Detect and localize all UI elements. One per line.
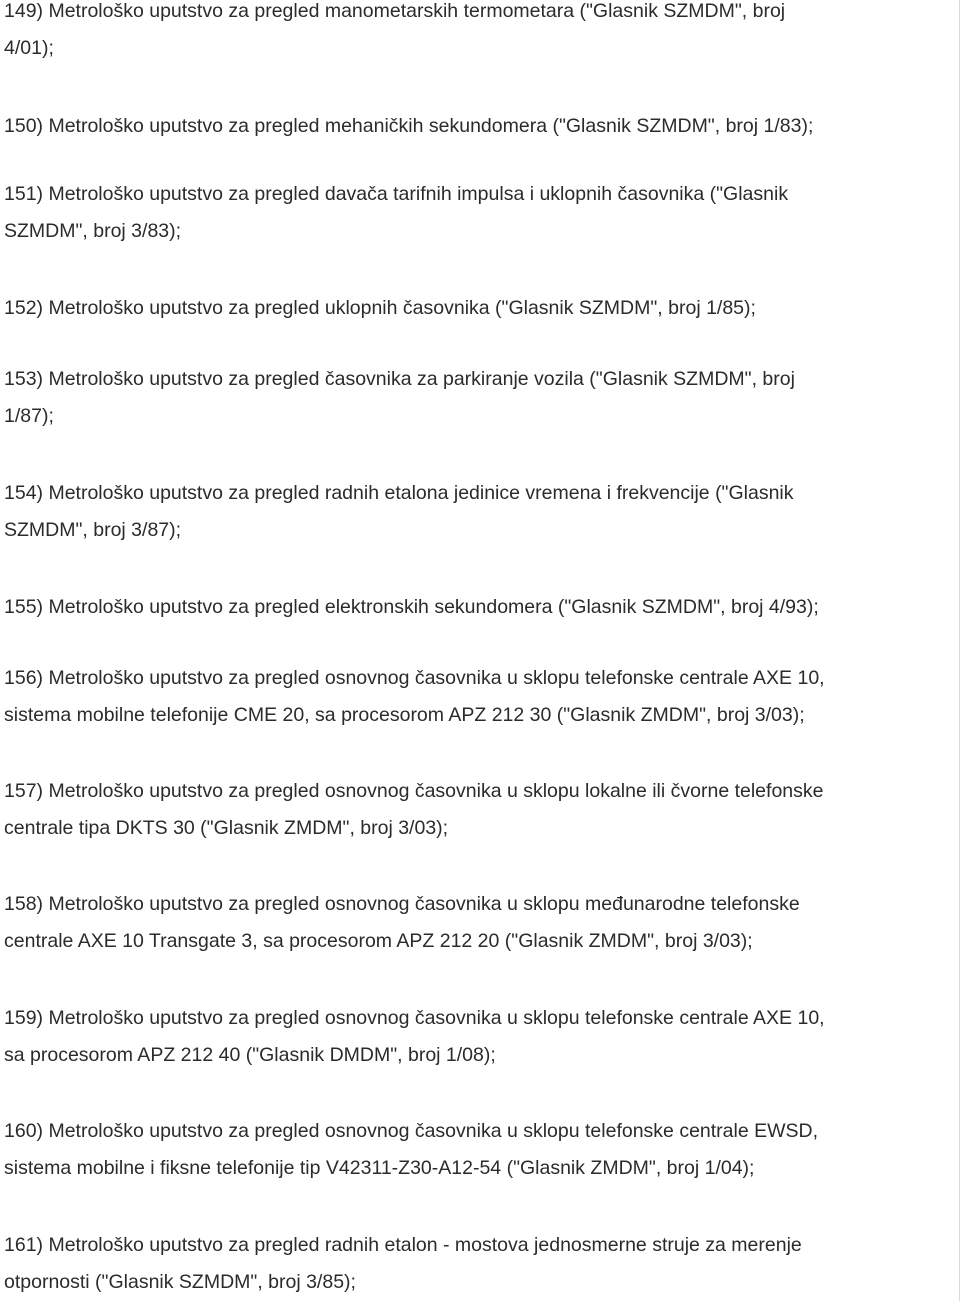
item-line: sistema mobilne telefonije CME 20, sa procesorom APZ 212 30 ("Glasnik ZMDM", broj 3/03); <box>4 704 805 726</box>
item-line: 1/87); <box>4 405 54 427</box>
item-line: 159) Metrološko uputstvo za pregled osnovnog časovnika u sklopu telefonske centrale AXE 10, <box>4 1007 825 1029</box>
item-line: 157) Metrološko uputstvo za pregled osnovnog časovnika u sklopu lokalne ili čvorne telefonske <box>4 780 824 802</box>
item-line: 149) Metrološko uputstvo za pregled manometarskih termometara ("Glasnik SZMDM", broj <box>4 0 786 22</box>
item-line: 161) Metrološko uputstvo za pregled radnih etalon - mostova jednosmerne struje za merenje <box>4 1234 802 1256</box>
item-line: 153) Metrološko uputstvo za pregled časovnika za parkiranje vozila ("Glasnik SZMDM", broj <box>4 368 795 390</box>
item-line: centrale tipa DKTS 30 ("Glasnik ZMDM", broj 3/03); <box>4 817 449 839</box>
item-line: 154) Metrološko uputstvo za pregled radnih etalona jedinice vremena i frekvencije ("Glasnik <box>4 482 794 504</box>
item-line: 4/01); <box>4 37 54 59</box>
item-line: 151) Metrološko uputstvo za pregled davača tarifnih impulsa i uklopnih časovnika ("Glasnik <box>4 183 789 205</box>
list-item <box>4 589 960 626</box>
item-line: SZMDM", broj 3/83); <box>4 220 182 242</box>
item-line: 155) Metrološko uputstvo za pregled elektronskih sekundomera ("Glasnik SZMDM", broj 4/93); <box>4 596 819 618</box>
list-item <box>4 1113 960 1187</box>
list-item <box>4 108 960 145</box>
list-item <box>4 1227 960 1301</box>
list-item <box>4 886 960 960</box>
list-item <box>4 176 960 250</box>
item-line: sa procesorom APZ 212 40 ("Glasnik DMDM", broj 1/08); <box>4 1044 496 1066</box>
list-item <box>4 361 960 435</box>
item-line: 160) Metrološko uputstvo za pregled osnovnog časovnika u sklopu telefonske centrale EWSD, <box>4 1120 819 1142</box>
list-item <box>4 773 960 847</box>
item-line: 158) Metrološko uputstvo za pregled osnovnog časovnika u sklopu međunarodne telefonske <box>4 893 800 915</box>
list-item <box>4 475 960 549</box>
list-item <box>4 0 960 67</box>
list-item <box>4 1000 960 1074</box>
item-line: centrale AXE 10 Transgate 3, sa procesorom APZ 212 20 ("Glasnik ZMDM", broj 3/03); <box>4 930 753 952</box>
item-line: 152) Metrološko uputstvo za pregled uklopnih časovnika ("Glasnik SZMDM", broj 1/85); <box>4 297 756 319</box>
item-line: otpornosti ("Glasnik SZMDM", broj 3/85); <box>4 1271 356 1293</box>
list-item <box>4 660 960 734</box>
item-line: 156) Metrološko uputstvo za pregled osnovnog časovnika u sklopu telefonske centrale AXE 10, <box>4 667 825 689</box>
item-line: SZMDM", broj 3/87); <box>4 519 182 541</box>
item-line: 150) Metrološko uputstvo za pregled mehaničkih sekundomera ("Glasnik SZMDM", broj 1/83); <box>4 115 814 137</box>
item-line: sistema mobilne i fiksne telefonije tip V42311-Z30-A12-54 ("Glasnik ZMDM", broj 1/04); <box>4 1157 755 1179</box>
list-item <box>4 290 960 327</box>
